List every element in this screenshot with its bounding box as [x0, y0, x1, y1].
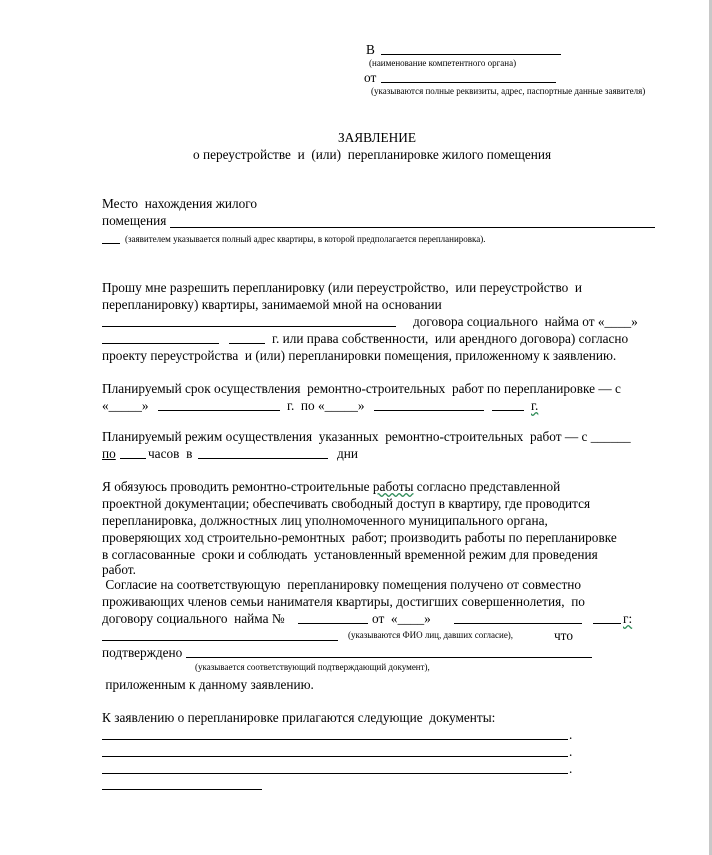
confirming-document-line[interactable]	[186, 657, 592, 658]
contract-date-line[interactable]	[102, 343, 219, 344]
consent-date-line[interactable]	[454, 623, 582, 624]
obligation-line-5: в согласованные сроки и соблюдать установленный временной режим для проведения	[102, 547, 598, 562]
attachment-dot-3: .	[569, 761, 573, 776]
obligation-line-1-c: согласно представленной	[413, 479, 561, 494]
period-line-1: Планируемый срок осуществления ремонтно-строительных работ по перепланировке — с	[102, 381, 621, 396]
schedule-days-text: дни	[337, 446, 358, 461]
document-title: ЗАЯВЛЕНИЕ	[338, 130, 416, 145]
competent-authority-line[interactable]	[381, 54, 561, 55]
consent-year-suffix: г:	[623, 611, 633, 626]
schedule-from-word: по	[102, 446, 116, 461]
request-line-2: перепланировку) квартиры, занимаемой мной на основании	[102, 297, 442, 312]
attachment-dot-1: .	[569, 727, 573, 742]
period-start-line[interactable]	[158, 410, 280, 411]
address-line[interactable]	[170, 227, 655, 228]
consent-year-line[interactable]	[593, 623, 621, 624]
request-line-4: г. или права собственности, или арендного договора) согласно	[272, 331, 629, 346]
consent-confirmed: подтверждено	[102, 645, 183, 660]
header-from-caption: (указываются полные реквизиты, адрес, паспортные данные заявителя)	[371, 86, 646, 96]
attachments-heading: К заявлению о перепланировке прилагаются следующие документы:	[102, 710, 496, 725]
consent-line-1: Согласие на соответствующую перепланировку помещения получено от совместно	[102, 577, 582, 592]
attachment-line-1[interactable]	[102, 739, 568, 740]
consent-document-note: (указывается соответствующий подтверждающий документ),	[195, 662, 430, 672]
document-subtitle: о переустройстве и (или) перепланировке жилого помещения	[193, 147, 552, 162]
obligation-line-1-a: Я обязуюсь проводить ремонтно-строительные	[102, 479, 373, 494]
applicant-line[interactable]	[381, 82, 556, 83]
location-label-2: помещения	[102, 213, 167, 228]
contract-year-line[interactable]	[229, 343, 265, 344]
consent-that: что	[554, 628, 573, 643]
attachment-dot-2: .	[569, 744, 573, 759]
consent-line-3: договору социального найма №	[102, 611, 285, 626]
header-to-prefix: В	[366, 42, 375, 57]
obligation-line-2: проектной документации; обеспечивать свободный доступ в квартиру, где проводится	[102, 496, 591, 511]
request-line-1: Прошу мне разрешить перепланировку (или переустройство, или переустройство и	[102, 280, 583, 295]
schedule-hours-text: часов в	[148, 446, 193, 461]
consent-names-note: (указываются ФИО лиц, давших согласие),	[348, 630, 514, 640]
period-to-text: г. по «_____»	[287, 398, 365, 413]
consent-attached: приложенным к данному заявлению.	[102, 677, 314, 692]
period-year-suffix: г.	[531, 398, 539, 413]
attachment-line-3[interactable]	[102, 773, 568, 774]
consent-number-line[interactable]	[298, 623, 368, 624]
consent-names-line[interactable]	[102, 640, 338, 641]
schedule-days-line[interactable]	[198, 458, 328, 459]
attachment-line-2[interactable]	[102, 756, 568, 757]
request-line-3: договора социального найма от «____»	[413, 314, 638, 329]
obligation-line-4: проверяющих ход строительно-ремонтных работ; производить работы по перепланировке	[102, 530, 617, 545]
header-from-prefix: от	[364, 70, 377, 85]
obligation-line-1	[102, 479, 560, 495]
obligation-line-3: перепланировка, должностных лиц уполномоченного муниципального органа,	[102, 513, 548, 528]
location-label-1: Место нахождения жилого	[102, 196, 258, 211]
schedule-hours-line[interactable]	[120, 458, 146, 459]
location-note: (заявителем указывается полный адрес квартиры, в которой предполагается перепланировка).	[125, 234, 486, 244]
consent-line-2: проживающих членов семьи нанимателя квартиры, достигших совершеннолетия, по	[102, 594, 585, 609]
period-end-line[interactable]	[374, 410, 484, 411]
schedule-line-1: Планируемый режим осуществления указанных ремонтно-строительных работ — с ______	[102, 429, 631, 444]
period-end-year-line[interactable]	[492, 410, 524, 411]
attachment-line-4[interactable]	[102, 789, 262, 790]
period-start-quote: «_____»	[102, 398, 149, 413]
address-line-2[interactable]	[102, 243, 120, 244]
obligation-line-1-b: работы	[372, 479, 414, 494]
header-to-caption: (наименование компетентного органа)	[369, 58, 517, 68]
consent-ot-text: от «____»	[372, 611, 431, 626]
request-line-5: проекту переустройства и (или) перепланировки помещения, приложенному к заявлению.	[102, 348, 617, 363]
obligation-line-6: работ.	[102, 562, 136, 577]
basis-line[interactable]	[102, 326, 396, 327]
